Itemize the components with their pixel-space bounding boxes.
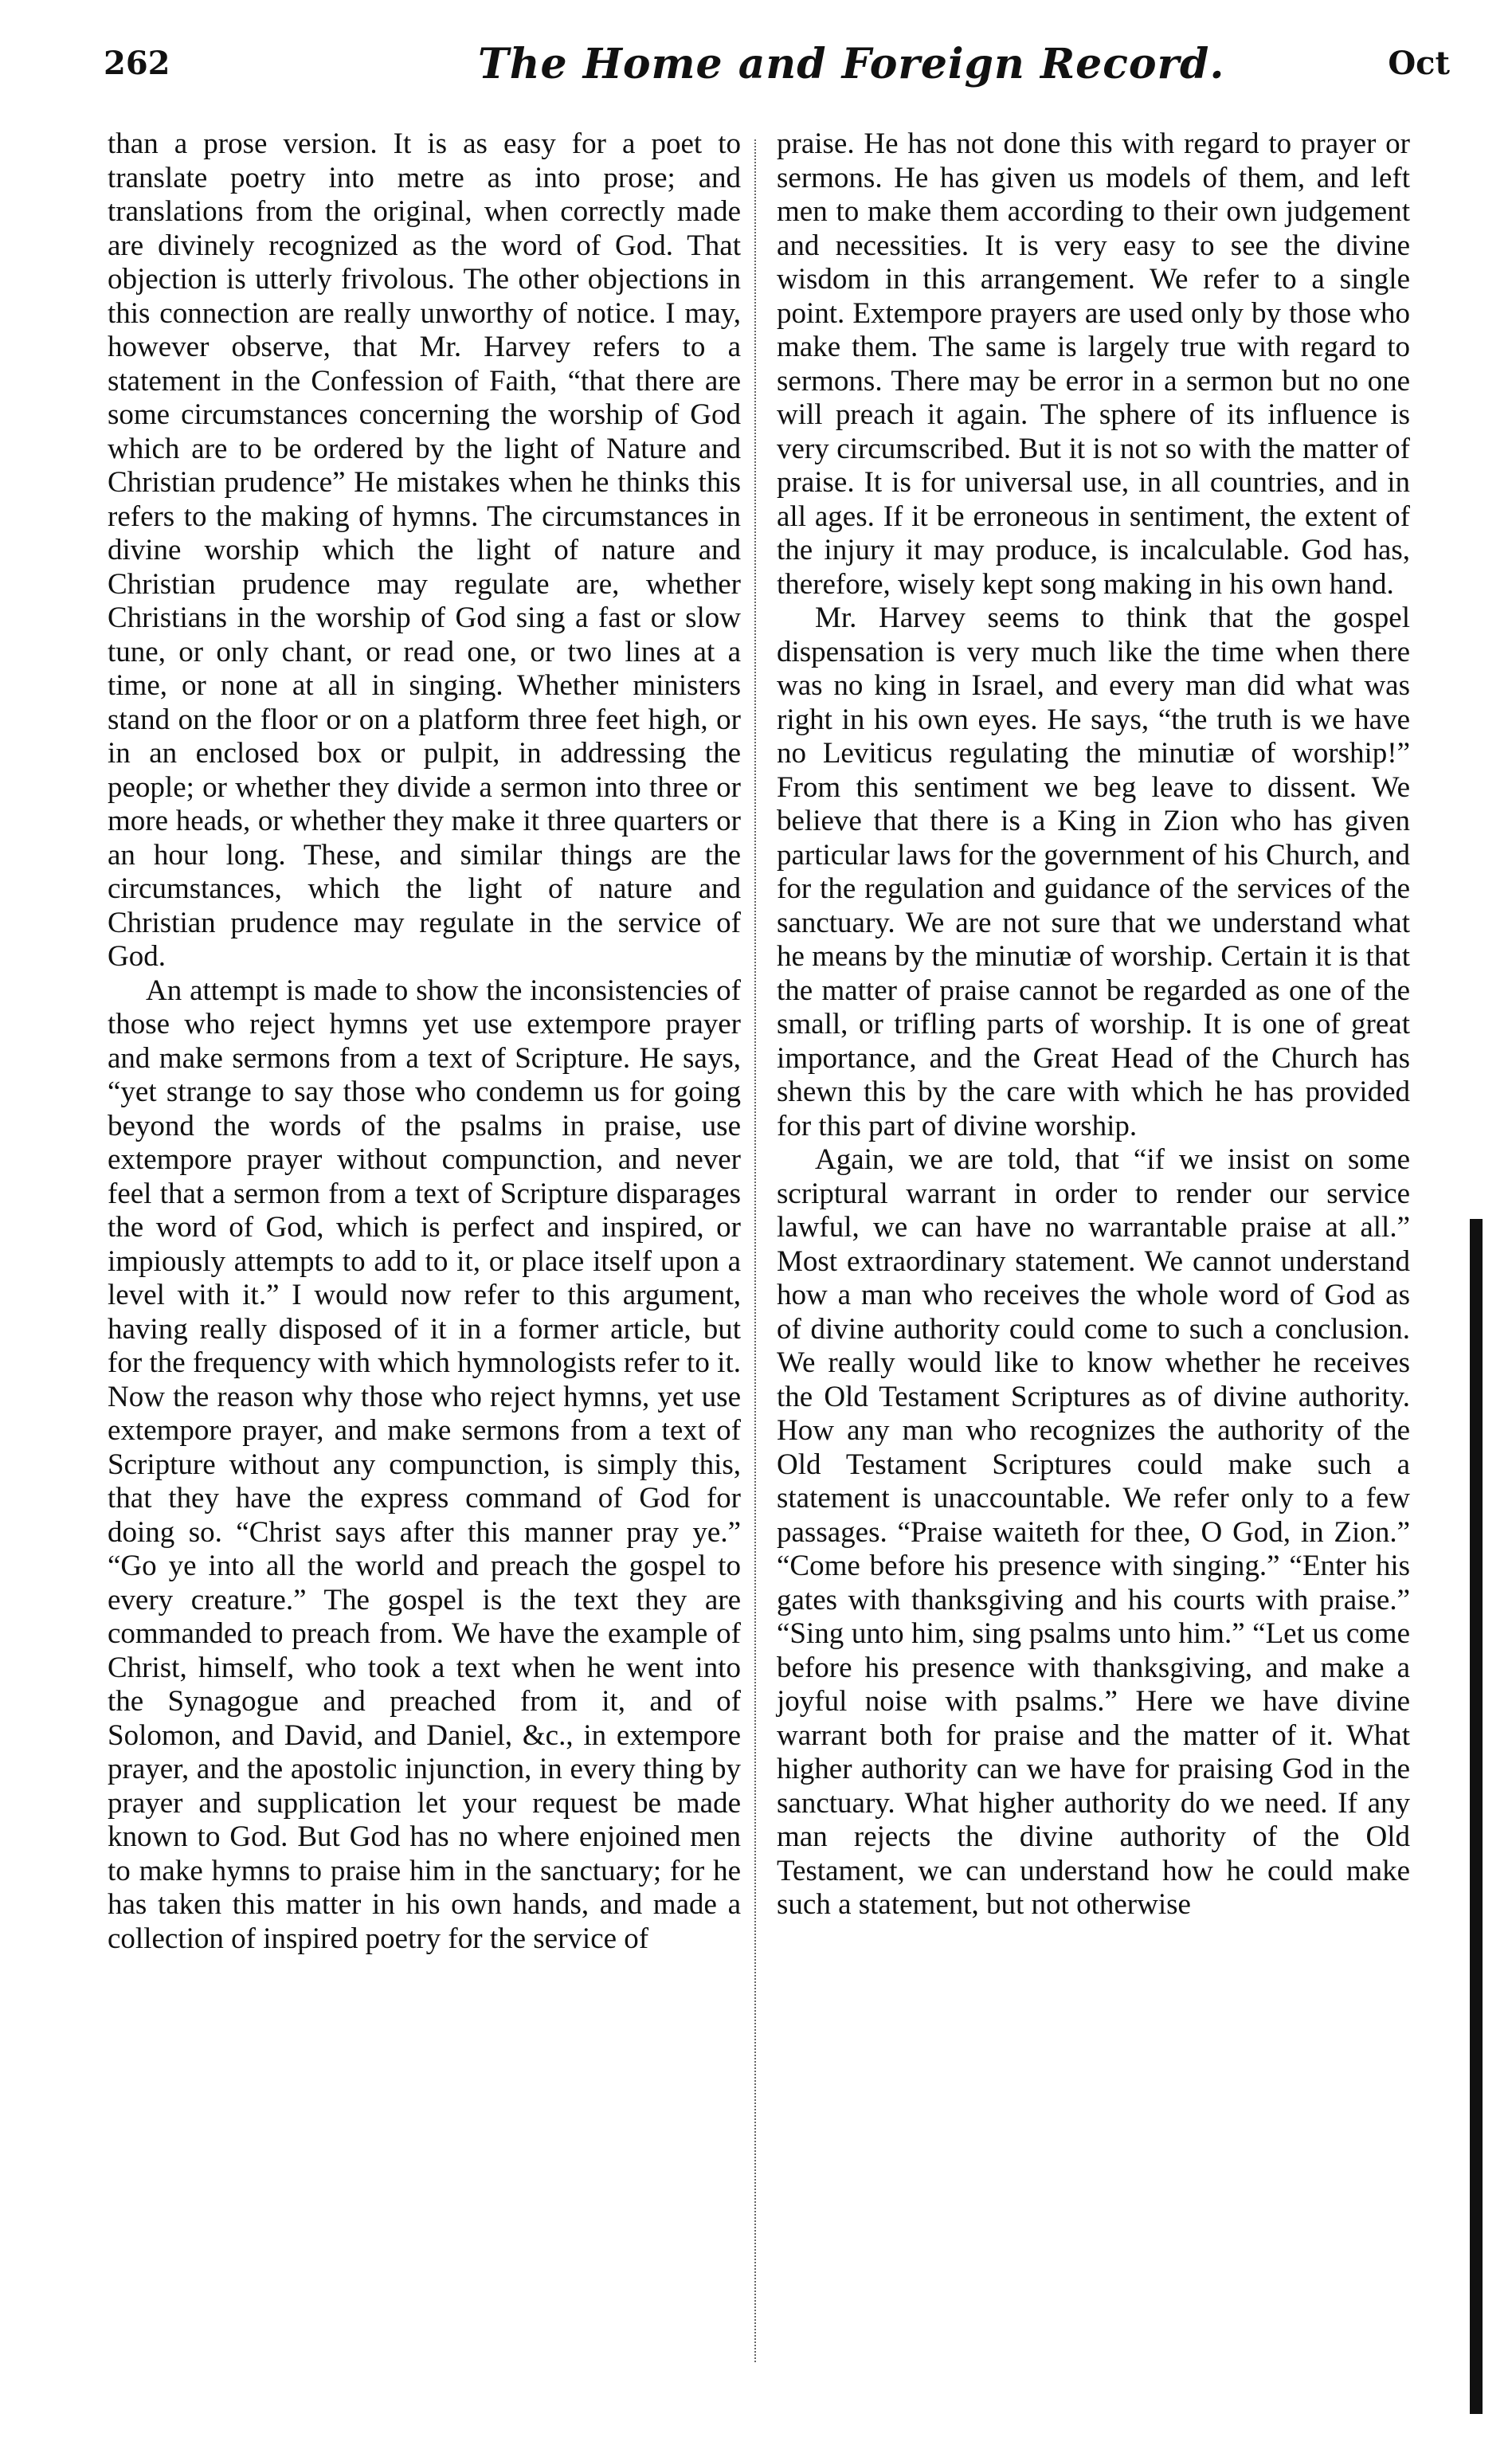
column-divider [754,139,756,2362]
paragraph: Again, we are told, that “if we insist on some scriptural warrant in order to render our service lawful, we can have no warrantable praise at all.” Most extraordinary statement. We cannot understand how a man who receives the whole word of God as of divine authority could come to such a conclusion. We really would like to know whether he receives the Old Testament Scriptures as of divine authority. How any man who recognizes the authority of the Old Testament Scriptures could make such a statement is unaccountable. We refer only to a few passages. “Praise waiteth for thee, O God, in Zion.” “Come before his presence with singing.” “Enter his gates with thanksgiving and his courts with praise.” “Sing unto him, sing psalms unto him.” “Let us come before his presence with thanksgiving, and make a joyful noise with psalms.” Here we have divine warrant both for praise and the matter of it. What higher authority can we have for praising God in the sanctuary. What higher authority do we need. If any man rejects the divine authority of the Old Testament, we can understand how he could make such a statement, but not otherwise [777,1143,1410,1921]
paragraph: Mr. Harvey seems to think that the gospel dispensation is very much like the time when there was no king in Israel, and every man did what was right in his own eyes. He says, “the truth is we have no Leviticus regulating the minutiæ of worship!” From this sentiment we beg leave to dissent. We believe that there is a King in Zion who has given particular laws for the government of his Church, and for the regulation and guidance of the services of the sanctuary. We are not sure that we understand what he means by the minutiæ of worship. Certain it is that the matter of praise cannot be regarded as one of the small, or trifling parts of worship. It is one of great importance, and the Great Head of the Church has shewn this by the care with which he has provided for this part of divine worship. [777,602,1410,1142]
paragraph: An attempt is made to show the inconsistencies of those who reject hymns yet use extempore prayer and make sermons from a text of Scripture. He says, “yet strange to say those who condemn us for going beyond the words of the psalms in praise, use extempore prayer without compunction, and never feel that a sermon from a text of Scripture disparages the word of God, which is perfect and inspired, or impiously attempts to add to it, or place itself upon a level with it.” I would now refer to this argument, having really disposed of it in a former article, but for the frequency with which hymnologists refer to it. Now the reason why those who reject hymns, yet use extempore prayer, and make sermons from a text of Scripture without any compunction, is simply this, that they have the express command of God for doing so. “Christ says after this manner pray ye.” “Go ye into all the world and preach the gospel to every creature.” The gospel is the text they are commanded to preach from. We have the example of Christ, himself, who took a text when he went into the Synagogue and preached from it, and of Solomon, and David, and Daniel, &c., in extempore prayer, and the apostolic injunction, in every thing by prayer and supplication let your request be made known to God. But God has no where enjoined men to make hymns to praise him in the sanctuary; for he has taken this matter in his own hands, and made a collection of inspired poetry for the service of [108,974,741,1955]
journal-title: The Home and Foreign Record. [478,40,1225,88]
left-column [108,127,741,2390]
running-head-month: Oct [1388,45,1450,82]
right-column [777,127,1410,2390]
page-header [104,40,1450,96]
scan-edge-bar [1470,1219,1483,2414]
page-number: 262 [104,45,170,82]
paragraph: than a prose version. It is as easy for a poet to translate poetry into metre as into prose; and translations from the original, when correctly made are divinely recognized as the word of God. That objection is utterly frivolous. The other objections in this connection are really unworthy of notice. I may, however observe, that Mr. Harvey refers to a statement in the Confession of Faith, “that there are some circumstances concerning the worship of God which are to be ordered by the light of Nature and Christian prudence” He mistakes when he thinks this refers to the making of hymns. The circumstances in divine worship which the light of nature and Christian prudence may regulate are, whether Christians in the worship of God sing a fast or slow tune, or only chant, or read one, or two lines at a time, or none at all in singing. Whether ministers stand on the floor or on a platform three feet high, or in an enclosed box or pulpit, in addressing the people; or whether they divide a sermon into three or more heads, or whether they make it three quarters or an hour long. These, and similar things are the circumstances, which the light of nature and Christian prudence may regulate in the service of God. [108,127,741,973]
paragraph: praise. He has not done this with regard to prayer or sermons. He has given us models of them, and left men to make them according to their own judgement and necessities. It is very easy to see the divine wisdom in this arrangement. We refer to a single point. Extempore prayers are used only by those who make them. The same is largely true with regard to sermons. There may be error in a sermon but no one will preach it again. The sphere of its influence is very circumscribed. But it is not so with the matter of praise. It is for universal use, in all countries, and in all ages. If it be erroneous in sentiment, the extent of the injury it may produce, is incalculable. God has, therefore, wisely kept song making in his own hand. [777,127,1410,601]
